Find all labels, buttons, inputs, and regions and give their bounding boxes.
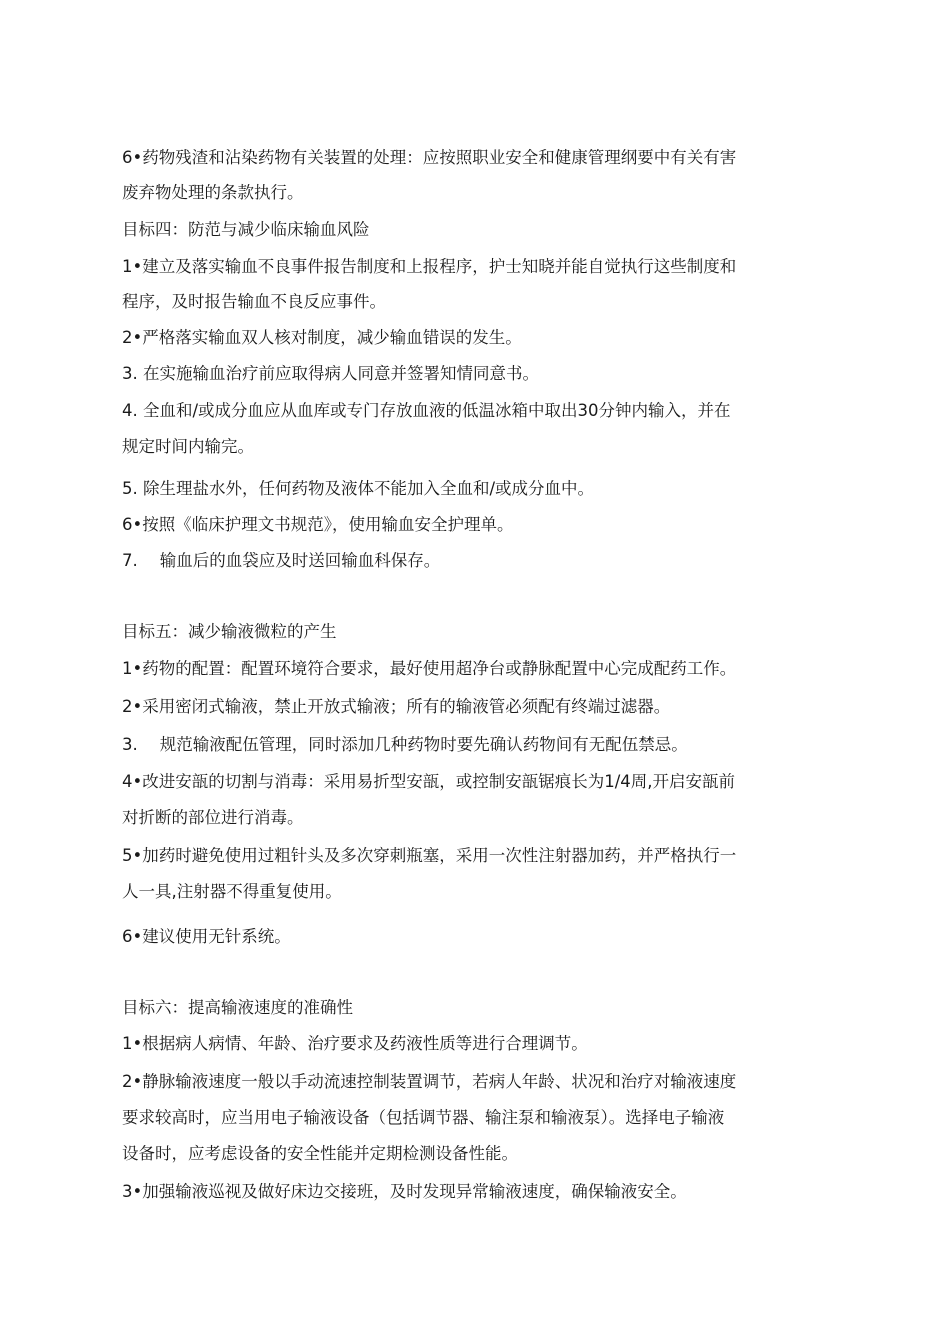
- text-line: 4. 全血和/或成分血应从血库或专门存放血液的低温冰箱中取出30分钟内输入，并在: [122, 401, 731, 420]
- text-line: 要求较高时，应当用电子输液设备（包括调节器、输注泵和输液泵）。选择电子输液: [122, 1108, 725, 1127]
- section-heading: 目标四：防范与减少临床输血风险: [122, 220, 370, 239]
- item-text: 规范输液配伍管理，同时添加几种药物时要先确认药物间有无配伍禁忌。: [159, 735, 688, 754]
- text-line: 规定时间内输完。: [122, 437, 254, 456]
- text-line: 2•采用密闭式输液，禁止开放式输液；所有的输液管必须配有终端过滤器。: [122, 697, 671, 716]
- text-line: 5. 除生理盐水外，任何药物及液体不能加入全血和/或成分血中。: [122, 479, 595, 498]
- text-line: 设备时，应考虑设备的安全性能并定期检测设备性能。: [122, 1144, 518, 1163]
- text-line: 1•根据病人病情、年龄、治疗要求及药液性质等进行合理调节。: [122, 1034, 588, 1053]
- text-line: 6•建议使用无针系统。: [122, 927, 291, 946]
- text-line: [122, 549, 440, 573]
- section-heading: 目标五：减少输液微粒的产生: [122, 622, 337, 641]
- text-line: 2•严格落实输血双人核对制度，减少输血错误的发生。: [122, 328, 522, 347]
- text-line: 废弃物处理的条款执行。: [122, 183, 304, 202]
- text-line: [122, 733, 688, 757]
- item-number: 7.: [122, 551, 138, 570]
- text-line: 4•改进安瓿的切割与消毒：采用易折型安瓿，或控制安瓿锯痕长为1/4周,开启安瓿前: [122, 772, 736, 791]
- text-line: 6•药物残渣和沾染药物有关装置的处理：应按照职业安全和健康管理纲要中有关有害: [122, 148, 737, 167]
- text-line: 程序，及时报告输血不良反应事件。: [122, 292, 386, 311]
- text-line: 人一具,注射器不得重复使用。: [122, 882, 342, 901]
- item-number: 3.: [122, 735, 138, 754]
- section-heading: 目标六：提高输液速度的准确性: [122, 998, 353, 1017]
- text-line: 5•加药时避免使用过粗针头及多次穿刺瓶塞，采用一次性注射器加药，并严格执行一: [122, 846, 737, 865]
- item-text: 输血后的血袋应及时送回输血科保存。: [159, 551, 441, 570]
- text-line: 1•药物的配置：配置环境符合要求，最好使用超净台或静脉配置中心完成配药工作。: [122, 659, 737, 678]
- text-line: 1•建立及落实输血不良事件报告制度和上报程序，护士知晓并能自觉执行这些制度和: [122, 257, 737, 276]
- text-line: 3. 在实施输血治疗前应取得病人同意并签署知情同意书。: [122, 364, 539, 383]
- text-line: 6•按照《临床护理文书规范》，使用输血安全护理单。: [122, 515, 514, 534]
- text-line: 3•加强输液巡视及做好床边交接班，及时发现异常输液速度，确保输液安全。: [122, 1182, 687, 1201]
- text-line: 对折断的部位进行消毒。: [122, 808, 304, 827]
- text-line: 2•静脉输液速度一般以手动流速控制装置调节，若病人年龄、状况和治疗对输液速度: [122, 1072, 737, 1091]
